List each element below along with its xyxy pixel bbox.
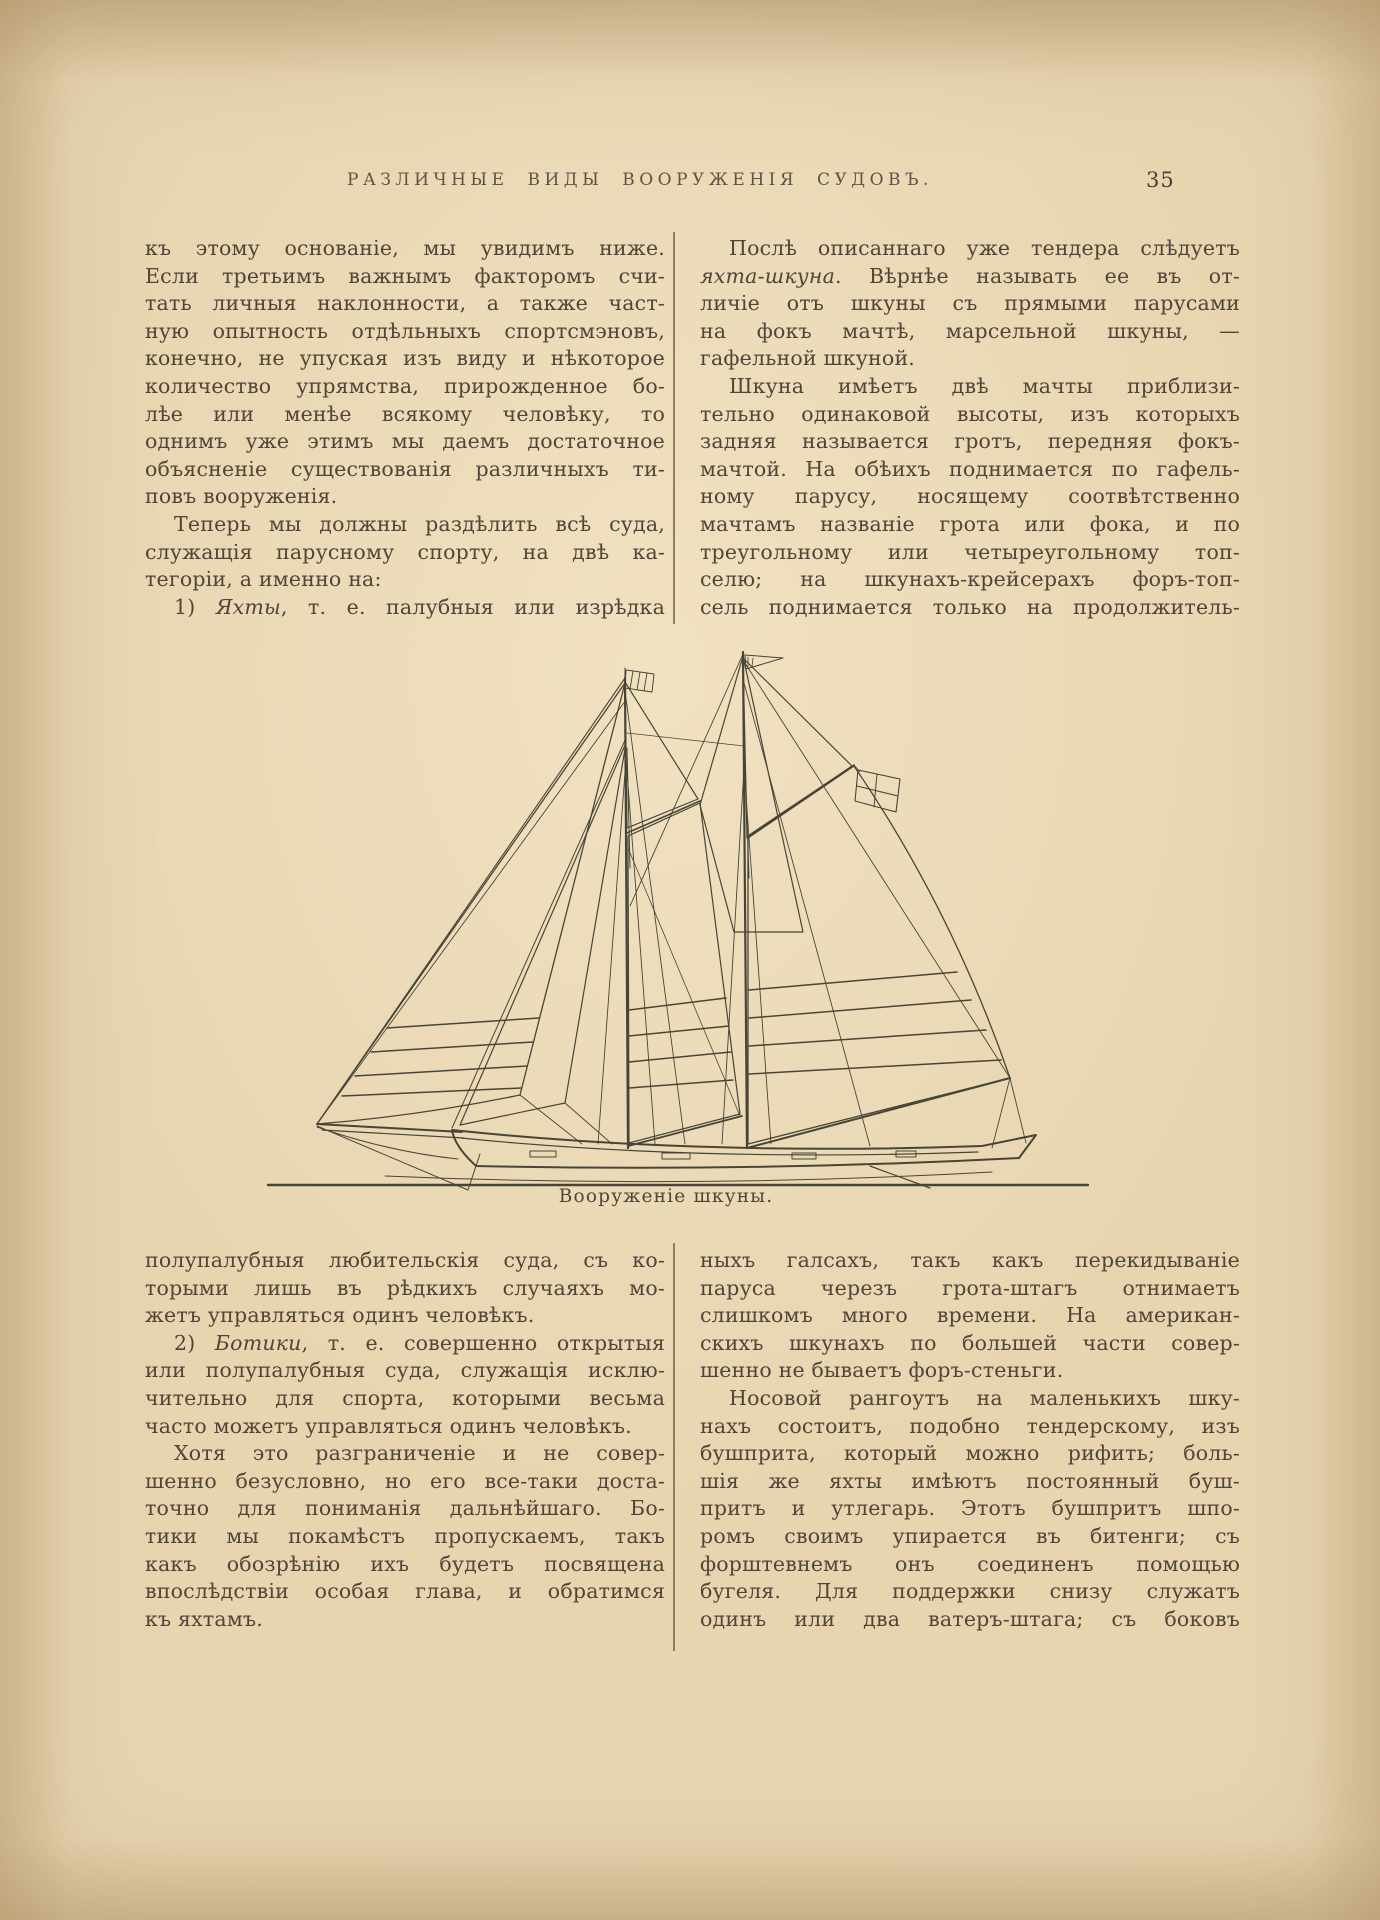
text-line: къ этому основаніе, мы увидимъ ниже.	[145, 236, 665, 260]
text-line: паруса черезъ грота-штагъ отнимаетъ	[700, 1275, 1240, 1300]
text-column-top-right	[700, 235, 1240, 621]
text-line: гафельной шкуной.	[700, 346, 916, 371]
text-line: 1) Яхты, т. е. палубныя или изрѣдка	[174, 594, 665, 619]
text-line: Если третьимъ важнымъ факторомъ счи-	[145, 263, 665, 288]
text-line: шенно не бываетъ форъ-стеньги.	[700, 1358, 1064, 1383]
text-line: форштевнемъ онъ соединенъ помощью	[700, 1551, 1240, 1576]
text-line: шенно безусловно, но его все-таки доста-	[145, 1468, 665, 1493]
text-line: точно для пониманія дальнѣйшаго. Бо-	[145, 1496, 665, 1521]
text-line: селю; на шкунахъ-крейсерахъ форъ-топ-	[700, 567, 1240, 592]
text-line: 2) Ботики, т. е. совершенно открытыя	[174, 1330, 665, 1355]
text-line: тики мы покамѣстъ пропускаемъ, такъ	[145, 1523, 665, 1548]
text-line: Носовой рангоутъ на маленькихъ шку-	[729, 1385, 1240, 1410]
text-line: ному парусу, носящему соотвѣтственно	[700, 484, 1240, 509]
text-line: полупалубныя любительскія суда, съ ко-	[145, 1248, 665, 1272]
text-column-top-left	[145, 235, 665, 621]
text-line: мачтамъ названіе грота или фока, и по	[700, 511, 1240, 536]
text-line: задняя называется гротъ, передняя фокъ-	[700, 429, 1240, 454]
text-line: личіе отъ шкуны съ прямыми парусами	[700, 291, 1240, 316]
text-line: сель поднимается только на продолжитель-	[700, 594, 1240, 619]
text-line: или полупалубныя суда, служащія исклю-	[145, 1358, 665, 1383]
text-line: Шкуна имѣетъ двѣ мачты приблизи-	[729, 373, 1240, 398]
column-divider-top	[673, 232, 675, 624]
text-line: жетъ управляться одинъ человѣкъ.	[145, 1303, 535, 1328]
text-line: тать личныя наклонности, а также част-	[145, 291, 665, 316]
text-line: на фокъ мачтѣ, марсельной шкуны, —	[700, 318, 1240, 343]
text-line: повъ вооруженія.	[145, 484, 338, 509]
text-line: служащія парусному спорту, на двѣ ка-	[145, 539, 665, 564]
text-line: торыми лишь въ рѣдкихъ случаяхъ мо-	[145, 1275, 665, 1300]
text-line: часто можетъ управляться одинъ человѣкъ.	[145, 1413, 632, 1438]
text-line: къ яхтамъ.	[145, 1606, 263, 1631]
text-line: лѣе или менѣе всякому человѣку, то	[145, 401, 665, 426]
text-line: бушприта, который можно рифить; боль-	[700, 1441, 1240, 1466]
figure-caption: Вооруженіе шкуны.	[558, 1186, 774, 1207]
text-line: ромъ своимъ упирается въ битенги; съ	[700, 1523, 1240, 1548]
schooner-illustration	[230, 638, 1150, 1193]
bowsprit	[317, 1124, 480, 1190]
text-line: нахъ состоитъ, подобно тендерскому, изъ	[700, 1413, 1240, 1438]
text-line: шія же яхты имѣютъ постоянный буш-	[700, 1468, 1240, 1493]
schooner-figure-svg	[230, 638, 1150, 1193]
text-line: однимъ уже этимъ мы даемъ достаточное	[145, 429, 665, 454]
text-column-bottom-right	[700, 1247, 1240, 1633]
text-column-bottom-left	[145, 1247, 665, 1633]
main-topmast-staysail	[630, 654, 803, 932]
running-header: РАЗЛИЧНЫЕ ВИДЫ ВООРУЖЕНІЯ СУДОВЪ.	[347, 170, 933, 190]
standing-rigging	[598, 683, 870, 1146]
text-line: чительно для спорта, которыми весьма	[145, 1385, 665, 1410]
text-line: количество упрямства, прирожденное бо-	[145, 373, 665, 398]
text-line: Теперь мы должны раздѣлить всѣ суда,	[174, 511, 665, 536]
text-line: Хотя это разграниченіе и не совер-	[174, 1441, 665, 1466]
text-line: ную опытность отдѣльныхъ спортсмэновъ,	[145, 318, 665, 343]
text-line: треугольному или четыреугольному топ-	[700, 539, 1240, 564]
main-pennant	[745, 655, 783, 669]
text-line: яхта-шкуна. Вѣрнѣе называть ее въ от-	[700, 263, 1240, 288]
headsails	[317, 678, 626, 1144]
text-line: впослѣдствіи особая глава, и обратимся	[145, 1579, 665, 1604]
ensign-flag	[854, 765, 900, 812]
ground-line	[268, 1172, 1088, 1185]
text-line: скихъ шкунахъ по большей части совер-	[700, 1330, 1240, 1355]
text-line: тегоріи, а именно на:	[145, 567, 382, 592]
page-number: 35	[1146, 168, 1175, 192]
hull	[452, 1130, 1036, 1188]
text-line: конечно, не упуская изъ виду и нѣкоторое	[145, 346, 665, 371]
column-divider-bottom	[673, 1243, 675, 1651]
text-line: какъ обозрѣнію ихъ будетъ посвящена	[145, 1551, 665, 1576]
text-line: бугеля. Для поддержки снизу служатъ	[700, 1579, 1240, 1604]
text-line: слишкомъ много времени. На американ-	[700, 1303, 1240, 1328]
text-line: мачтой. На обѣихъ поднимается по гафель-	[700, 456, 1240, 481]
text-line: объясненіе существованія различныхъ ти-	[145, 456, 665, 481]
text-line: Послѣ описаннаго уже тендера слѣдуетъ	[729, 236, 1240, 260]
text-line: одинъ или два ватеръ-штага; съ боковъ	[700, 1606, 1240, 1631]
text-line: притъ и утлегарь. Этотъ бушпритъ шпо-	[700, 1496, 1240, 1521]
text-line: тельно одинаковой высоты, изъ которыхъ	[700, 401, 1240, 426]
main-gaff-sail	[743, 660, 1026, 1148]
text-line: ныхъ галсахъ, такъ какъ перекидываніе	[700, 1248, 1240, 1272]
